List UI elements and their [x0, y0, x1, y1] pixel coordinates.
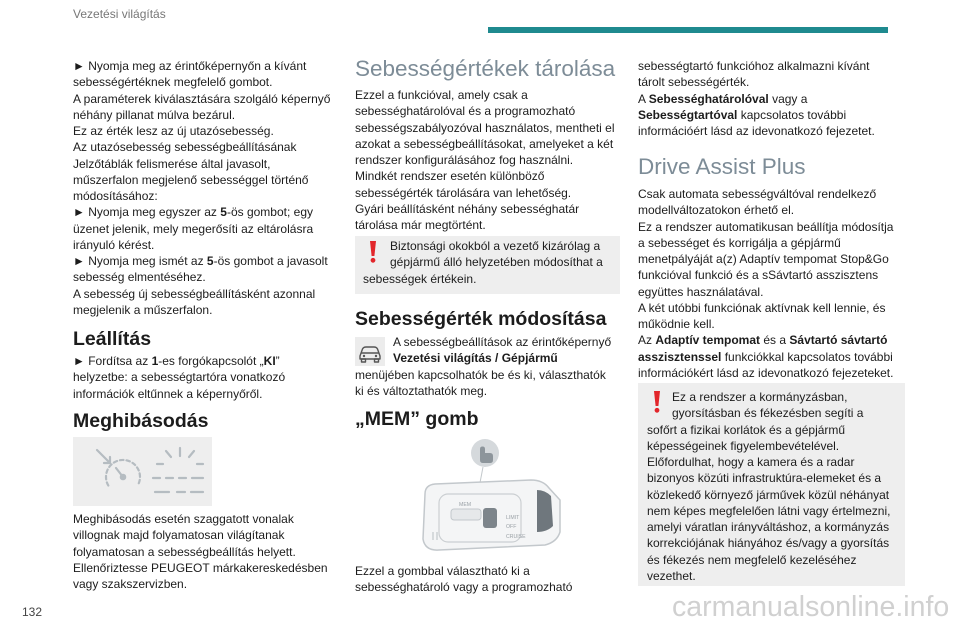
text-line [73, 544, 328, 560]
text-run: Meghibásodás esetén szaggatott vonalak [73, 512, 294, 526]
header-accent-bar [488, 27, 888, 33]
text-line [363, 254, 603, 270]
text-run: Az [638, 333, 656, 348]
text-line [355, 103, 615, 119]
text-run: és fékezés nem megfelelő kezeléséhez [647, 552, 857, 567]
text-run: Ez a rendszer a kormányzásban, [672, 390, 848, 404]
text-line [355, 334, 611, 350]
text-line [638, 123, 875, 139]
heading-store-speeds: Sebességértékek tárolása [355, 56, 616, 81]
store-paragraph [355, 87, 615, 233]
text-line [638, 186, 893, 202]
text-run: gépjármű álló helyzetében módosíthat a [390, 255, 603, 270]
change-speed-paragraph [355, 334, 611, 399]
bold-text-run: 5 [220, 205, 227, 220]
text-line [647, 405, 890, 421]
text-run: tárolt sebességérték. [638, 75, 750, 90]
text-line [73, 302, 330, 318]
text-line [647, 438, 890, 454]
text-line [638, 349, 893, 365]
text-line [355, 120, 615, 136]
text-line [647, 568, 890, 584]
text-line [73, 386, 285, 402]
text-run: Ez az érték lesz az új utazósebesség. [73, 124, 274, 138]
text-run: módosításához: [73, 189, 158, 203]
text-run: A két utóbbi funkciónak aktívnak kell lennie, és [638, 300, 886, 315]
text-run: Ezzel a gombbal választható ki a [355, 564, 530, 578]
text-run: menetpályáját a(z) Adaptív tempomat Stop&Go [638, 252, 889, 266]
text-run: rendszer konfigurálásához fog használni. [355, 153, 574, 167]
text-run: irányuló kérést. [73, 237, 155, 252]
text-run: A sebességbeállítások az érintőképernyő [393, 335, 612, 349]
text-run: Gyári beállításként néhány sebességhatár [355, 201, 580, 216]
text-line [73, 123, 330, 139]
watermark: carmanualsonline.info [672, 591, 950, 623]
text-run: együttes használatával. [638, 284, 764, 299]
fault-paragraph [73, 511, 328, 592]
text-line [73, 74, 330, 90]
text-run: Mindkét rendszer esetén különböző [355, 169, 545, 184]
text-run: információkért lásd az idevonatkozó fejezeteket. [638, 365, 894, 380]
text-run: tárolása már megtörtént. [355, 218, 486, 232]
text-line [647, 454, 890, 470]
text-run: sebességszabályozóval használatos, mentheti el [355, 120, 615, 135]
text-run: A [638, 91, 649, 106]
text-line [355, 152, 615, 168]
text-line [355, 563, 572, 579]
text-line [638, 202, 893, 218]
text-line [638, 219, 893, 235]
text-line [638, 107, 875, 123]
text-run: Előfordulhat, hogy a kamera és a radar [647, 455, 855, 469]
col3-intro-paragraph [638, 58, 875, 139]
text-run: Ellenőriztesse PEUGEOT márkakereskedésben [73, 560, 328, 575]
text-run: folyamatosan a sebességbeállítás helyett. [73, 544, 296, 559]
text-line [355, 185, 615, 201]
text-run: ” [275, 354, 280, 368]
text-line [73, 221, 330, 237]
heading-drive-assist-plus: Drive Assist Plus [638, 154, 806, 179]
running-header-title: Vezetési világítás [73, 7, 166, 21]
text-line [73, 560, 328, 576]
text-line [73, 253, 330, 269]
text-line [638, 284, 893, 300]
text-run: A paraméterek kiválasztására szolgáló képernyő [73, 91, 331, 106]
text-run: azokat a sebességbeállításokat, amelyeket a két [355, 136, 614, 151]
bold-text-run: KI [263, 354, 276, 368]
text-run: Biztonsági okokból a vezető kizárólag a [390, 239, 601, 253]
text-run: néhány pillanat múlva bezárul. [73, 107, 236, 122]
mem-label: MEM [459, 502, 472, 508]
bold-text-run: Sebességtartóval [638, 107, 738, 122]
text-line [638, 365, 893, 381]
text-run: a sebességet és korrigálja a gépjármű [638, 235, 841, 250]
fault-display-figure [73, 437, 212, 506]
text-line [73, 91, 330, 107]
page-number: 132 [22, 605, 43, 619]
text-run: sebesség elmentéséhez. [73, 270, 206, 285]
text-run: sebességek értékein. [363, 271, 477, 286]
text-run: ► Nyomja meg egyszer az [73, 205, 221, 220]
heading-mem-button: „MEM” gomb [355, 408, 479, 430]
text-line [355, 168, 615, 184]
text-line [73, 576, 328, 592]
bold-text-run: Sávtartó sávtartó [789, 333, 888, 348]
text-line [638, 58, 875, 74]
text-run: kapcsolatos további [737, 107, 847, 122]
text-run: képességeinek figyelembevételével. [647, 438, 840, 453]
cruise-label: CRUISE [506, 534, 526, 540]
limit-label: LIMIT [506, 515, 520, 521]
text-run: A sebesség új sebességbeállításként azonnal [73, 286, 316, 301]
text-line [363, 238, 603, 254]
text-run: megjelenik a műszerfalon. [73, 302, 213, 317]
text-run: Csak automata sebességváltóval rendelkező [638, 187, 877, 201]
text-run: sebességtartó funkcióhoz alkalmazni kívánt [638, 59, 870, 73]
text-line [73, 172, 330, 188]
text-line [647, 535, 890, 551]
text-line [73, 511, 328, 527]
text-line [73, 204, 330, 220]
stop-paragraph [73, 353, 285, 402]
text-run: vagy szakszervizben. [73, 577, 188, 591]
text-line [638, 300, 893, 316]
text-run: műszerfalon megjelenő sebességgel történő [73, 172, 309, 187]
text-run: információk eltűnnek a képernyőről. [73, 386, 263, 401]
text-run: modellváltozatokon érhető el. [638, 203, 795, 218]
text-line [355, 217, 615, 233]
text-line [73, 527, 328, 543]
text-line [647, 470, 890, 486]
text-run: Ezzel a funkcióval, amely csak a [355, 88, 528, 102]
text-line [73, 237, 330, 253]
text-run: gyorsításban és fékezésben segíti a [672, 406, 864, 421]
bold-text-run: Adaptív tempomat [655, 333, 761, 348]
col1-intro-paragraph [73, 58, 330, 318]
text-line [73, 188, 330, 204]
text-line [363, 271, 603, 287]
speedometer-fault-icon [73, 437, 212, 506]
heading-stop: Leállítás [73, 328, 152, 350]
text-run: Ez a rendszer automatikusan beállítja módosítja [638, 219, 894, 234]
text-run: és a [760, 333, 790, 348]
text-run: menüjében kapcsolhatók be és ki, választhatók [355, 367, 606, 382]
text-line [355, 383, 611, 399]
text-line [647, 389, 890, 405]
drive-assist-paragraph [638, 186, 893, 381]
drive-assist-warning-box [638, 383, 905, 586]
text-run: funkciókkal kapcsolatos további [721, 349, 893, 364]
text-line [647, 519, 890, 535]
text-line [355, 367, 611, 383]
text-line [647, 422, 890, 438]
text-line [73, 58, 330, 74]
text-line [355, 579, 572, 595]
text-line [355, 350, 611, 366]
text-run: -ös gombot; egy [226, 205, 313, 220]
text-line [638, 316, 893, 332]
text-line [73, 286, 330, 302]
text-line [73, 269, 330, 285]
text-line [73, 156, 330, 172]
mem-paragraph [355, 563, 572, 596]
bold-text-run: asszisztenssel [638, 349, 722, 364]
heading-change-speed: Sebességérték módosítása [355, 308, 607, 330]
text-line [638, 267, 893, 283]
text-line [647, 503, 890, 519]
text-run: helyzetbe: a sebességtartóra vonatkozó [73, 370, 286, 385]
text-run: információért lásd az idevonatkozó fejezetet. [638, 124, 875, 138]
text-run: közlekedő környező járművek közül néhányat [647, 487, 890, 502]
safety-warning-box [355, 236, 620, 294]
text-run: Az utazósebesség sebességbeállításának [73, 140, 297, 155]
text-run: vagy a [768, 91, 808, 106]
text-run: bizonyos közúti infrastruktúra-elemeket és a [647, 471, 882, 486]
drive-assist-warning-text [647, 389, 890, 584]
text-line [355, 201, 615, 217]
text-run: nem képes megfelelően látni vagy értelmezni, [647, 503, 891, 518]
text-run: ► Nyomja meg ismét az [73, 254, 207, 268]
text-run: ki és változtathatók meg. [355, 383, 488, 398]
text-line [638, 74, 875, 90]
bold-text-run: Sebességhatárolóval [648, 91, 769, 106]
text-run: ► Nyomja meg az érintőképernyőn a kívánt [73, 59, 307, 73]
heading-fault: Meghibásodás [73, 410, 209, 432]
text-line [73, 369, 285, 385]
safety-warning-text [363, 238, 603, 287]
text-line [73, 353, 285, 369]
off-label: OFF [506, 524, 517, 530]
text-run: sebességértéknek megfelelő gombot. [73, 75, 273, 90]
bold-text-run: Vezetési világítás / Gépjármű [393, 351, 558, 366]
text-line [638, 91, 875, 107]
text-run: ► Fordítsa az [73, 354, 152, 368]
text-run: korrekciójának hiányához és/vagy a gyorsítás [647, 536, 890, 551]
text-line [647, 552, 890, 568]
text-run: működnie kell. [638, 317, 715, 331]
text-run: -es forgókapcsolót „ [158, 354, 264, 368]
mem-knob-icon [471, 439, 499, 488]
text-line [638, 332, 893, 348]
text-run: villognak majd folyamatosan világítanak [73, 528, 285, 543]
text-run: funkcióval funkció és a sSávtartó asszisztens [638, 268, 879, 283]
text-line [638, 251, 893, 267]
mem-stalk-illustration [413, 436, 565, 558]
text-run: sebességhatároló vagy a programozható [355, 580, 573, 595]
text-run: vezethet. [647, 568, 696, 583]
text-line [355, 87, 615, 103]
text-run: sofőrt a fizikai korlátok és a gépjármű [647, 422, 846, 437]
bold-text-run: 1 [151, 354, 159, 368]
text-line [638, 235, 893, 251]
text-run: üzenet jelenik, mely megerősíti az eltárolásra [73, 221, 314, 236]
text-line [73, 139, 330, 155]
text-run: Jelzőtáblák felismerése által javasolt, [73, 156, 271, 171]
text-run: amelyi váratlan irányváltáshoz, a kormányzás [647, 520, 890, 534]
text-line [73, 107, 330, 123]
text-line [355, 136, 615, 152]
text-line [647, 487, 890, 503]
text-run: sebességhatárolóval és a programozható [355, 104, 576, 119]
text-run: -ös gombot a javasolt [213, 254, 328, 268]
text-run: sebességérték tárolására van lehetőség. [355, 185, 572, 200]
dashed-speed-display-icon [153, 448, 203, 492]
bold-text-run: 5 [206, 254, 214, 268]
